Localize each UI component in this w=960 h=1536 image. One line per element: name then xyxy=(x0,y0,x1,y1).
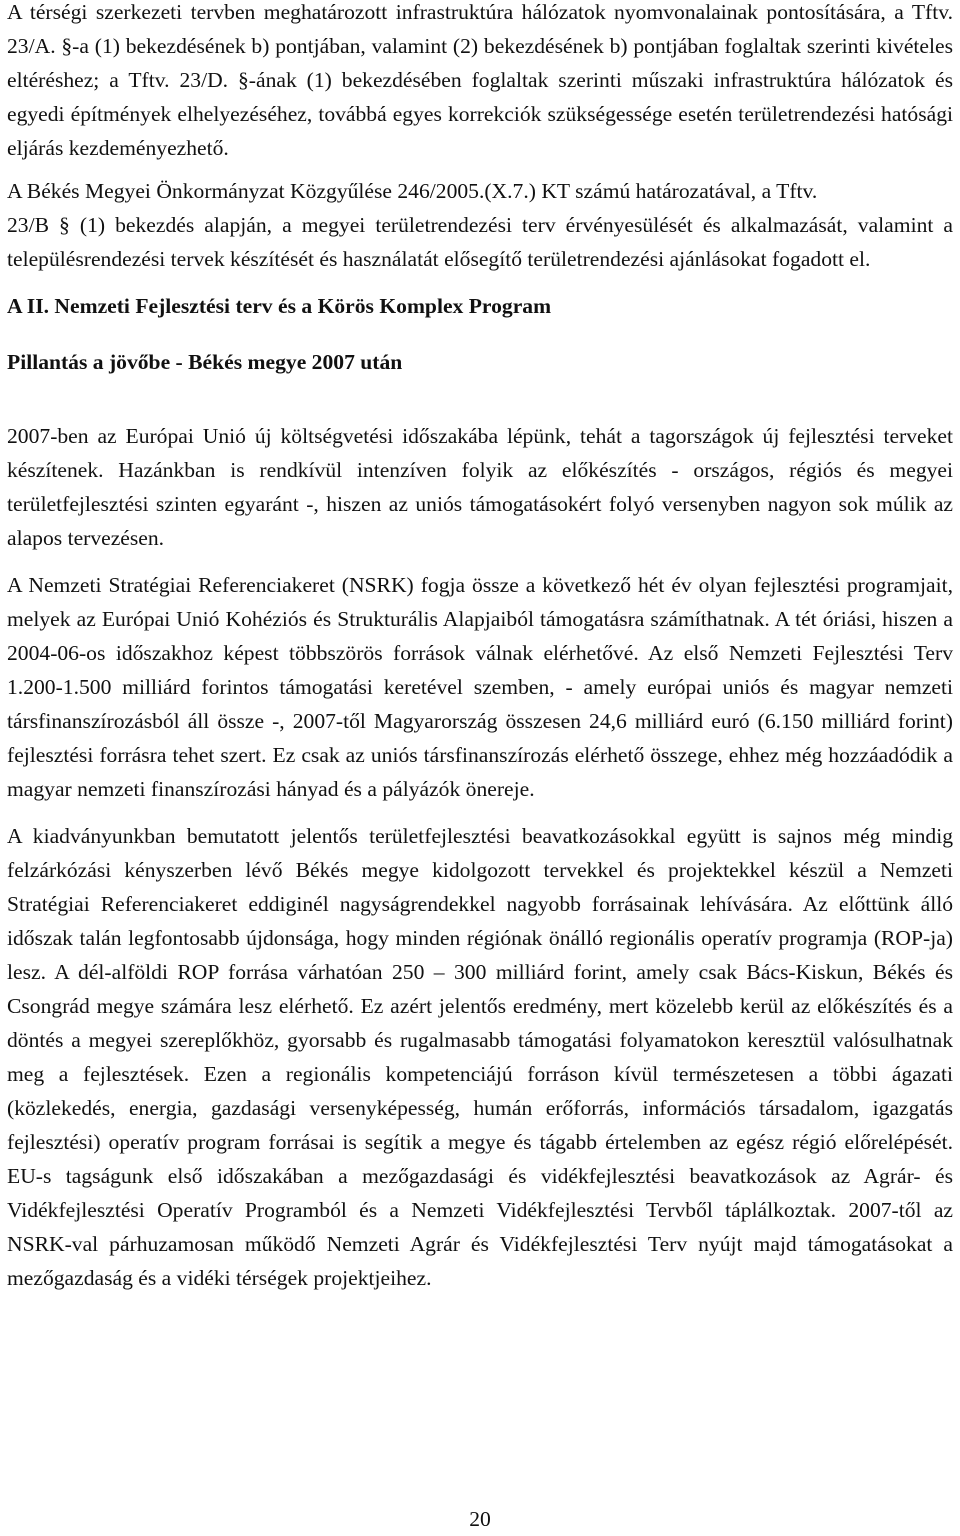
paragraph-nsrk: A Nemzeti Stratégiai Referenciakeret (NSRK) fogja össze a következő hét év olyan fejlesztési programjait, melyek az Európai Unió Kohéziós és Strukturális Alapjaiból támogatásra számíthatnak. A tét óriási, hiszen a 2004-06-os időszakhoz képest többszörös források válnak elérhetővé. Az első Nemzeti Fejlesztési Terv 1.200-1.500 milliárd forintos támogatási keretével szemben, - amely európai uniós és magyar nemzeti társfinanszírozásból áll össze -, 2007-től Magyarország összesen 24,6 milliárd euró (6.150 milliárd forint) fejlesztési forrásra tehet szert. Ez csak az uniós társfinanszírozás elérhető összege, ehhez még hozzáadódik a magyar nemzeti finanszírozási hányad és a pályázók önereje. xyxy=(7,573,953,801)
document-page xyxy=(7,0,953,1295)
paragraph-hatosagi-eljaras: A térségi szerkezeti tervben meghatározott infrastruktúra hálózatok nyomvonalainak pontosítására, a Tftv. 23/A. §-a (1) bekezdésének b) pontjában, valamint (2) bekezdésének b) pontjában foglaltak szerinti kivételes eltéréshez; a Tftv. 23/D. §-ának (1) bekezdésében foglaltak szerinti műszaki infrastruktúra hálózatok és egyedi építmények elhelyezéséhez, továbbá egyes korrekciók szükségessége esetén területrendezési hatósági eljárás kezdeményezhető. xyxy=(7,0,953,160)
paragraph-bekes-megye-tervek: A kiadványunkban bemutatott jelentős területfejlesztési beavatkozásokkal együtt is sajnos még mindig felzárkózási kényszerben lévő Békés megye kidolgozott tervekkel és projektekkel készül a Nemzeti Stratégiai Referenciakeret eddiginél nagyságrendekkel nagyobb forrásainak lehívására. Az előttünk álló időszak talán legfontosabb újdonsága, hogy minden régiónak önálló regionális operatív programja (ROP-ja) lesz. A dél-alföldi ROP forrása várhatóan 250 – 300 milliárd forint, amely csak Bács-Kiskun, Békés és Csongrád megye számára lesz elérhető. Ez azért jelentős eredmény, mert közelebb kerül az előkészítés és a döntés a megyei szereplőkhöz, gyorsabb és rugalmasabb támogatási folyamatokon keresztül valósulhatnak meg a fejlesztések. Ezen a regionális kompetenciájú forráson kívül természetesen a többi ágazati (közlekedés, energia, gazdasági versenyképesség, humán erőforrás, információs társadalom, igazgatás fejlesztési) operatív program forrásai is segítik a megye és tágabb értelemben az egész régió előrelépését. EU-s tagságunk első időszakában a mezőgazdasági és vidékfejlesztési beavatkozások az Agrár- és Vidékfejlesztési Operatív Programból és a Nemzeti Vidékfejlesztési Tervből táplálkoztak. 2007-től az NSRK-val párhuzamosan működő Nemzeti Agrár és Vidékfejlesztési Terv nyújt majd támogatásokat a mezőgazdaság és a vidéki térségek projektjeihez. xyxy=(7,824,953,1290)
paragraph-teruletrendezesi-ajanlasok: 23/B § (1) bekezdés alapján, a megyei területrendezési terv érvényesülését és alkalmazását, valamint a településrendezési tervek készítését és használatát elősegítő területrendezési ajánlásokat fogadott el. xyxy=(7,213,953,271)
page-number: 20 xyxy=(469,1507,491,1531)
subsection-heading: Pillantás a jövőbe - Békés megye 2007 után xyxy=(7,350,403,374)
section-heading: A II. Nemzeti Fejlesztési terv és a Körös Komplex Program xyxy=(7,294,552,318)
paragraph-koltsegvetesi-idoszak: 2007-ben az Európai Unió új költségvetési időszakába lépünk, tehát a tagországok új fejlesztési terveket készítenek. Hazánkban is rendkívül intenzíven folyik az előkészítés - országos, régiós és megyei területfejlesztési szinten egyaránt -, hiszen az uniós támogatásokért folyó versenyben nagyon sok múlik az alapos tervezésen. xyxy=(7,424,953,550)
paragraph-kozgyules-hatarozat: A Békés Megyei Önkormányzat Közgyűlése 246/2005.(X.7.) KT számú határozatával, a Tftv. xyxy=(7,179,818,203)
